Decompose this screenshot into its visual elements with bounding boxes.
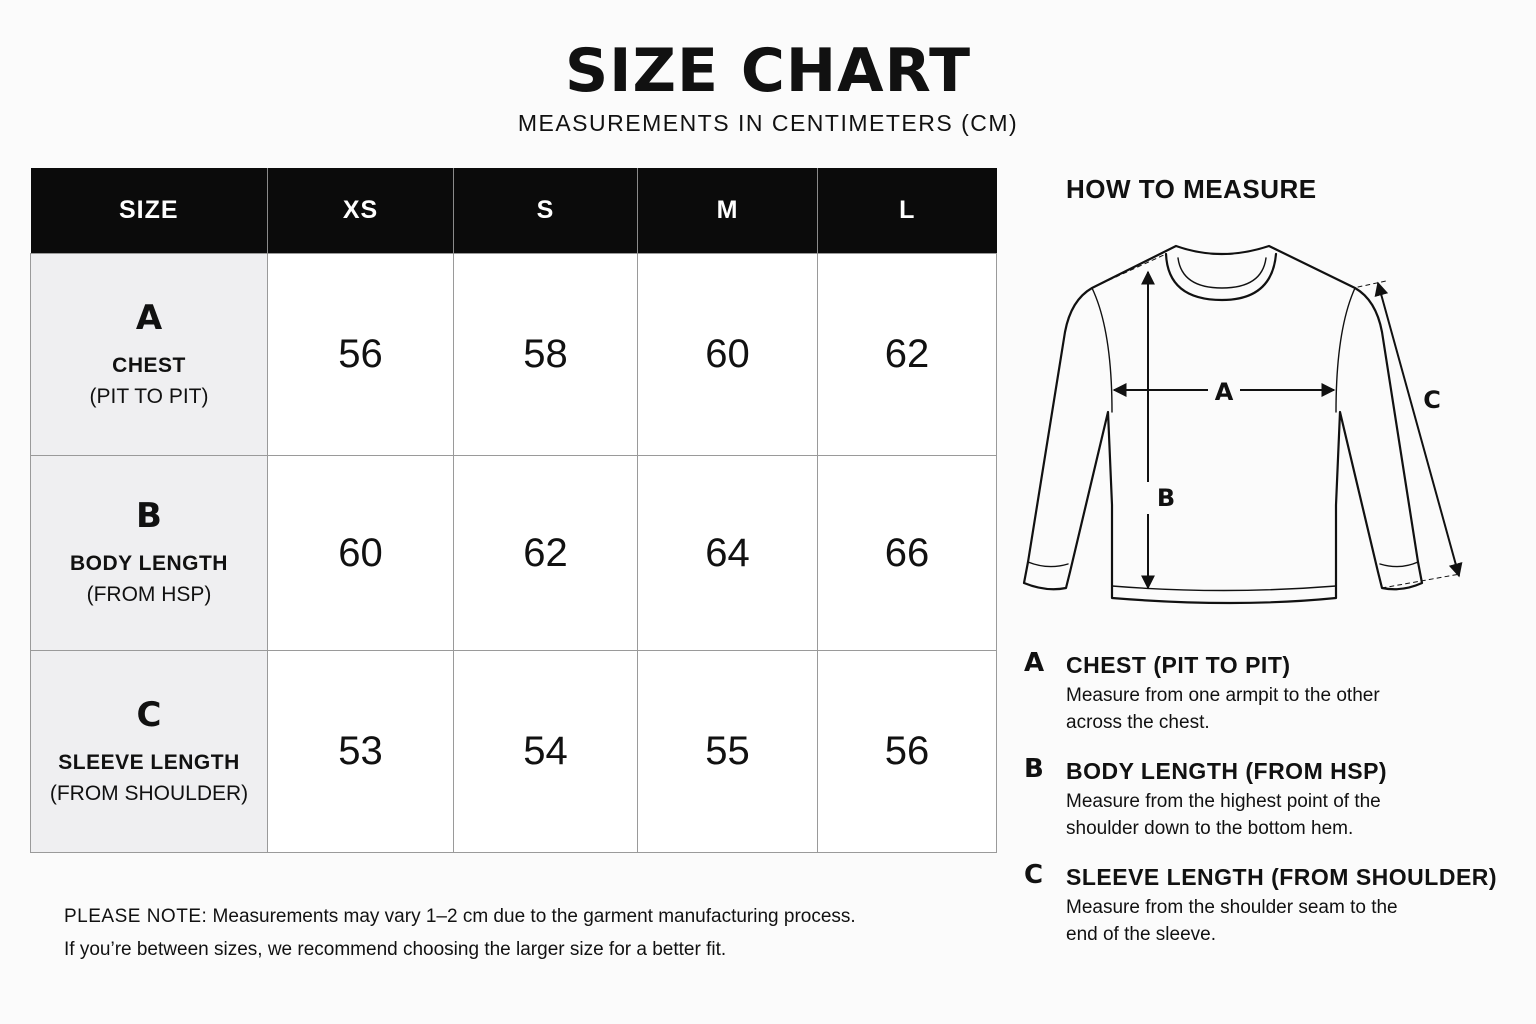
note-line-1 bbox=[64, 900, 984, 933]
measurement-arrows bbox=[1114, 272, 1459, 588]
legend-letter: B bbox=[1024, 754, 1044, 784]
shirt-outline-icon bbox=[1024, 246, 1460, 603]
legend-description: Measure from the shoulder seam to the end of the sleeve. bbox=[1066, 897, 1398, 945]
column-header: XS bbox=[268, 168, 454, 254]
shirt-diagram bbox=[1010, 235, 1480, 615]
row-letter: B bbox=[136, 496, 162, 536]
note-text-1: Measurements may vary 1–2 cm due to the garment manufacturing process. bbox=[207, 906, 856, 927]
legend-name: SLEEVE LENGTH (FROM SHOULDER) bbox=[1066, 864, 1498, 890]
legend-letter: C bbox=[1024, 860, 1044, 890]
table-cell: 60 bbox=[638, 254, 818, 456]
row-name: SLEEVE LENGTH bbox=[58, 750, 240, 774]
column-header: S bbox=[454, 168, 638, 254]
legend-name: CHEST (PIT TO PIT) bbox=[1066, 652, 1291, 678]
table-row bbox=[31, 254, 997, 456]
page-title: SIZE CHART bbox=[564, 36, 972, 106]
table-cell: 56 bbox=[818, 651, 997, 853]
table-cell: 66 bbox=[818, 456, 997, 651]
row-header bbox=[31, 456, 268, 651]
column-header: M bbox=[638, 168, 818, 254]
legend-item bbox=[1024, 860, 1504, 948]
table-cell: 62 bbox=[454, 456, 638, 651]
legend-letter: A bbox=[1024, 648, 1045, 678]
diagram-label-a: A bbox=[1214, 378, 1234, 406]
row-header bbox=[31, 651, 268, 853]
table-cell: 60 bbox=[268, 456, 454, 651]
table-cell: 62 bbox=[818, 254, 997, 456]
page-subtitle: MEASUREMENTS IN CENTIMETERS (CM) bbox=[517, 110, 1019, 136]
measure-legend bbox=[1024, 648, 1504, 966]
row-name: BODY LENGTH bbox=[70, 552, 228, 575]
column-header: SIZE bbox=[31, 168, 268, 254]
row-letter: A bbox=[135, 297, 163, 338]
row-subtitle: (FROM SHOULDER) bbox=[49, 781, 249, 805]
note-label: PLEASE NOTE: bbox=[64, 906, 208, 927]
row-letter: C bbox=[136, 694, 162, 735]
legend-description: Measure from the highest point of the shoulder down to the bottom hem. bbox=[1066, 791, 1381, 839]
table-header-row bbox=[31, 168, 997, 254]
row-name: CHEST bbox=[112, 353, 186, 377]
row-header bbox=[31, 254, 268, 456]
diagram-label-c: C bbox=[1423, 386, 1441, 414]
table-cell: 58 bbox=[454, 254, 638, 456]
diagram-label-b: B bbox=[1156, 484, 1176, 512]
legend-item bbox=[1024, 648, 1504, 736]
row-subtitle: (PIT TO PIT) bbox=[89, 384, 209, 408]
table-cell: 53 bbox=[268, 651, 454, 853]
table-cell: 54 bbox=[454, 651, 638, 853]
column-header: L bbox=[818, 168, 997, 254]
note-line-2: If you’re between sizes, we recommend choosing the larger size for a better fit. bbox=[64, 939, 727, 960]
legend-name: BODY LENGTH (FROM HSP) bbox=[1066, 758, 1388, 784]
table-cell: 55 bbox=[638, 651, 818, 853]
legend-item bbox=[1024, 754, 1504, 842]
table-row bbox=[31, 456, 997, 651]
table-row bbox=[31, 651, 997, 853]
table-cell: 56 bbox=[268, 254, 454, 456]
how-to-measure-title: HOW TO MEASURE bbox=[1066, 174, 1317, 204]
table-cell: 64 bbox=[638, 456, 818, 651]
fit-note bbox=[64, 900, 984, 966]
size-table bbox=[30, 168, 997, 853]
row-subtitle: (FROM HSP) bbox=[86, 583, 212, 606]
legend-description: Measure from one armpit to the other across the chest. bbox=[1066, 685, 1380, 733]
